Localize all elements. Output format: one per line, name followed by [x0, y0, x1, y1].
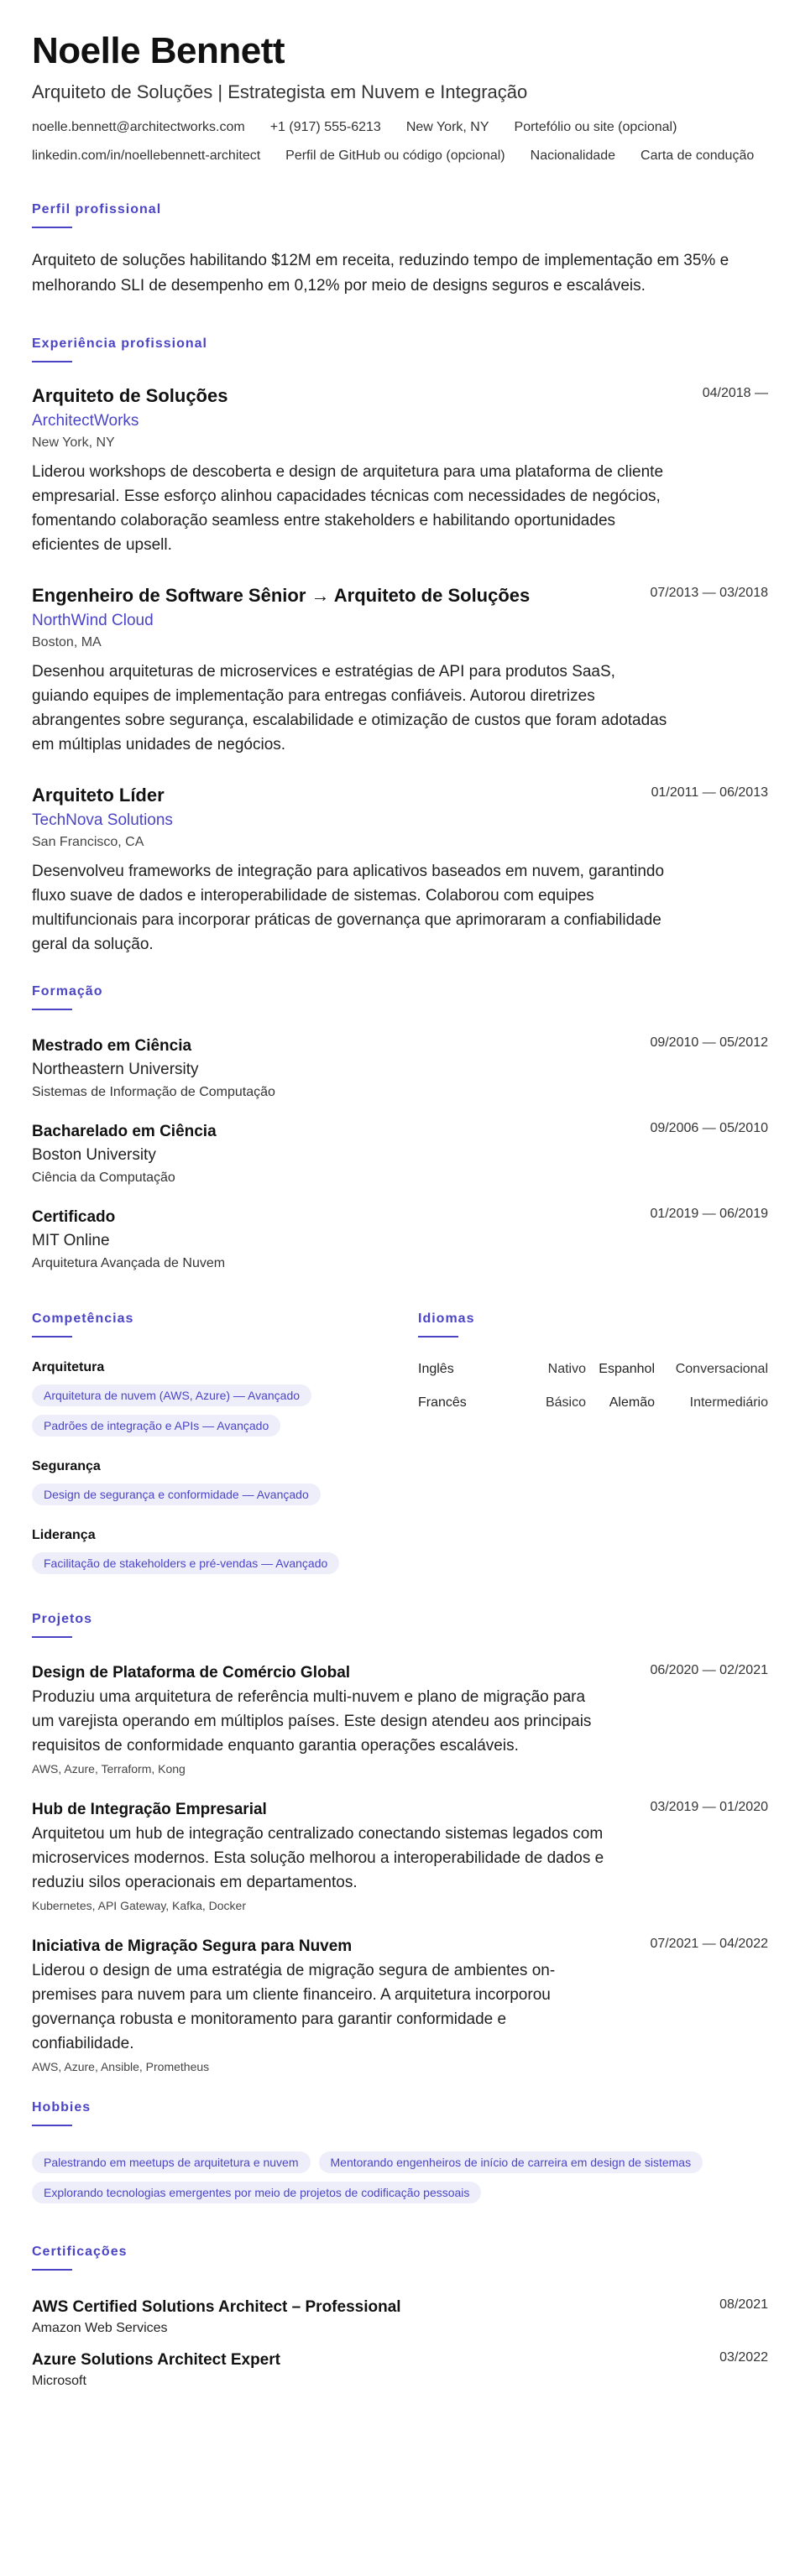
section-divider	[32, 1636, 72, 1638]
projects-section	[32, 1611, 768, 2074]
summary-text: Arquiteto de soluções habilitando $12M em receita, reduzindo tempo de implementação em 35% e melhorando SLI de desempenho em 0,12% por meio de designs seguros e escaláveis.	[32, 252, 729, 295]
certification-name: Azure Solutions Architect Expert	[32, 2351, 280, 2369]
experience-description: Desenhou arquiteturas de microservices e estratégias de API para produtos SaaS, guiando equipes de implementação para entregas confiáveis. Autorou diretrizes abrangentes sobre segurança, escalabilidade e otimização de custos que foram adotadas em múltiplas unidades de negócios.	[32, 663, 667, 754]
education-item	[32, 1035, 768, 1101]
summary-section	[32, 201, 768, 299]
project-name: Hub de Integração Empresarial	[32, 1801, 267, 1818]
experience-title: Engenheiro de Software Sênior → Arquiteto de Soluções	[32, 585, 531, 606]
project-item	[32, 1663, 768, 1776]
certification-name: AWS Certified Solutions Architect – Professional	[32, 2298, 401, 2316]
experience-item	[32, 784, 768, 957]
project-description: Produziu uma arquitetura de referência multi-nuvem e plano de migração para um varejista operando em múltiplos países. Este design atendeu aos principais requisitos de conformidade enquanto garantia operações escaláveis.	[32, 1688, 592, 1755]
skill-group	[32, 1527, 418, 1574]
project-name: Design de Plataforma de Comércio Global	[32, 1664, 351, 1682]
section-title: Perfil profissional	[32, 202, 162, 216]
experience-location: Boston, MA	[32, 635, 102, 649]
experience-title: Arquiteto Líder	[32, 785, 165, 806]
language-name: Francês	[418, 1395, 467, 1410]
skill-tag: Facilitação de stakeholders e pré-vendas — Avançado	[32, 1552, 339, 1574]
languages-section	[418, 1311, 768, 1574]
language-name: Espanhol	[599, 1362, 655, 1376]
language-level: Nativo	[547, 1362, 586, 1376]
education-degree: Certificado	[32, 1208, 116, 1226]
skill-tag: Arquitetura de nuvem (AWS, Azure) — Avançado	[32, 1384, 311, 1406]
section-divider	[32, 2125, 72, 2126]
contact-github: Perfil de GitHub ou código (opcional)	[285, 149, 505, 163]
skill-tag: Design de segurança e conformidade — Avançado	[32, 1484, 321, 1505]
experience-company: TechNova Solutions	[32, 811, 173, 829]
section-title: Projetos	[32, 1612, 93, 1626]
section-title: Certificações	[32, 2245, 128, 2259]
language-level: Conversacional	[675, 1362, 768, 1376]
language-name: Alemão	[609, 1395, 655, 1410]
language-level: Intermediário	[689, 1395, 768, 1410]
skill-category: Arquitetura	[32, 1360, 105, 1374]
certification-date: 03/2022	[719, 2350, 768, 2365]
project-name: Iniciativa de Migração Segura para Nuvem	[32, 1937, 353, 1955]
section-title: Formação	[32, 984, 103, 999]
experience-dates: 04/2018 —	[702, 386, 768, 400]
contact-portfolio: Portefólio ou site (opcional)	[514, 120, 677, 134]
section-divider	[32, 1336, 72, 1338]
education-dates: 01/2019 — 06/2019	[650, 1207, 768, 1221]
education-field: Arquitetura Avançada de Nuvem	[32, 1256, 226, 1270]
education-section	[32, 983, 768, 1272]
project-item	[32, 1800, 768, 1913]
education-field: Sistemas de Informação de Computação	[32, 1085, 275, 1099]
experience-company: ArchitectWorks	[32, 412, 139, 430]
education-field: Ciência da Computação	[32, 1171, 175, 1185]
project-item	[32, 1937, 768, 2074]
experience-description: Liderou workshops de descoberta e design de arquitetura para uma plataforma de cliente empresarial. Esse esforço alinhou capacidades técnicas com necessidades de negócios, fomentando colaboração seamless entre stakeholders e habilitando oportunidades eficientes de upsell.	[32, 463, 664, 554]
experience-description: Desenvolveu frameworks de integração para aplicativos baseados em nuvem, garantindo fluxo suave de dados e interoperabilidade de sistemas. Colaborou com equipes multifuncionais para incorporar práticas de governança que aprimoraram a confiabilidade geral da solução.	[32, 863, 665, 953]
language-level: Básico	[545, 1395, 586, 1410]
skill-group	[32, 1359, 418, 1437]
contact-location: New York, NY	[405, 120, 489, 134]
contact-nationality: Nacionalidade	[530, 149, 616, 163]
experience-company: NorthWind Cloud	[32, 612, 154, 629]
education-dates: 09/2010 — 05/2012	[650, 1035, 768, 1050]
experience-dates: 07/2013 — 03/2018	[650, 586, 768, 600]
certification-date: 08/2021	[719, 2297, 768, 2312]
skill-category: Liderança	[32, 1528, 96, 1542]
language-name: Inglês	[418, 1362, 454, 1376]
education-school: MIT Online	[32, 1232, 110, 1249]
experience-dates: 01/2011 — 06/2013	[651, 785, 768, 800]
hobby-tag: Mentorando engenheiros de início de carreira em design de sistemas	[319, 2151, 703, 2173]
experience-item	[32, 384, 768, 557]
education-dates: 09/2006 — 05/2010	[650, 1121, 768, 1135]
hobby-tag: Explorando tecnologias emergentes por meio de projetos de codificação pessoais	[32, 2182, 481, 2203]
skills-section	[32, 1311, 418, 1574]
language-list	[418, 1361, 768, 1411]
project-tech: AWS, Azure, Ansible, Prometheus	[32, 2060, 210, 2073]
contact-driving-license: Carta de condução	[641, 149, 755, 163]
certification-issuer: Microsoft	[32, 2374, 86, 2388]
section-title: Hobbies	[32, 2100, 92, 2115]
education-degree: Mestrado em Ciência	[32, 1037, 192, 1055]
candidate-name: Noelle Bennett	[32, 30, 285, 71]
resume-header	[32, 30, 768, 164]
project-description: Arquitetou um hub de integração centralizado conectando sistemas legados com microservices modernos. Esta solução melhorou a interoperabilidade de dados e reduziu silos operacionais em departamentos.	[32, 1825, 604, 1891]
section-divider	[418, 1336, 458, 1338]
education-school: Boston University	[32, 1146, 156, 1164]
contact-list	[32, 119, 768, 164]
project-dates: 06/2020 — 02/2021	[650, 1663, 768, 1677]
project-tech: Kubernetes, API Gateway, Kafka, Docker	[32, 1899, 246, 1912]
contact-email[interactable]: noelle.bennett@architectworks.com	[32, 120, 245, 134]
project-dates: 03/2019 — 01/2020	[650, 1800, 768, 1814]
education-item	[32, 1207, 768, 1272]
project-tech: AWS, Azure, Terraform, Kong	[32, 1762, 186, 1776]
hobby-tag: Palestrando em meetups de arquitetura e nuvem	[32, 2151, 311, 2173]
education-degree: Bacharelado em Ciência	[32, 1123, 217, 1140]
skill-category: Segurança	[32, 1459, 101, 1473]
hobbies-section	[32, 2099, 768, 2203]
certification-item	[32, 2350, 768, 2390]
section-title: Competências	[32, 1311, 134, 1326]
section-divider	[32, 1009, 72, 1010]
section-divider	[32, 227, 72, 228]
experience-location: New York, NY	[32, 435, 115, 450]
project-dates: 07/2021 — 04/2022	[650, 1937, 768, 1951]
section-title: Experiência profissional	[32, 336, 207, 351]
skill-tag: Padrões de integração e APIs — Avançado	[32, 1415, 280, 1437]
certification-issuer: Amazon Web Services	[32, 2321, 168, 2335]
project-description: Liderou o design de uma estratégia de migração segura de ambientes on-premises para nuvem para um cliente financeiro. A arquitetura incorporou governança robusta e monitoramento para garantir conformidade e confiabilidade.	[32, 1962, 556, 2052]
experience-title: Arquiteto de Soluções	[32, 385, 228, 406]
experience-section	[32, 336, 768, 957]
experience-location: San Francisco, CA	[32, 835, 144, 849]
certifications-section	[32, 2244, 768, 2390]
certification-item	[32, 2297, 768, 2337]
candidate-headline: Arquiteto de Soluções | Estrategista em Nuvem e Integração	[32, 81, 528, 102]
section-title: Idiomas	[418, 1311, 475, 1326]
section-divider	[32, 2269, 72, 2271]
experience-item	[32, 584, 768, 757]
contact-linkedin[interactable]: linkedin.com/in/noellebennett-architect	[32, 149, 261, 163]
skills-languages-row	[32, 1311, 768, 1574]
education-item	[32, 1121, 768, 1186]
skill-group	[32, 1458, 418, 1505]
education-school: Northeastern University	[32, 1061, 199, 1078]
section-divider	[32, 361, 72, 362]
contact-phone: +1 (917) 555-6213	[269, 120, 381, 134]
